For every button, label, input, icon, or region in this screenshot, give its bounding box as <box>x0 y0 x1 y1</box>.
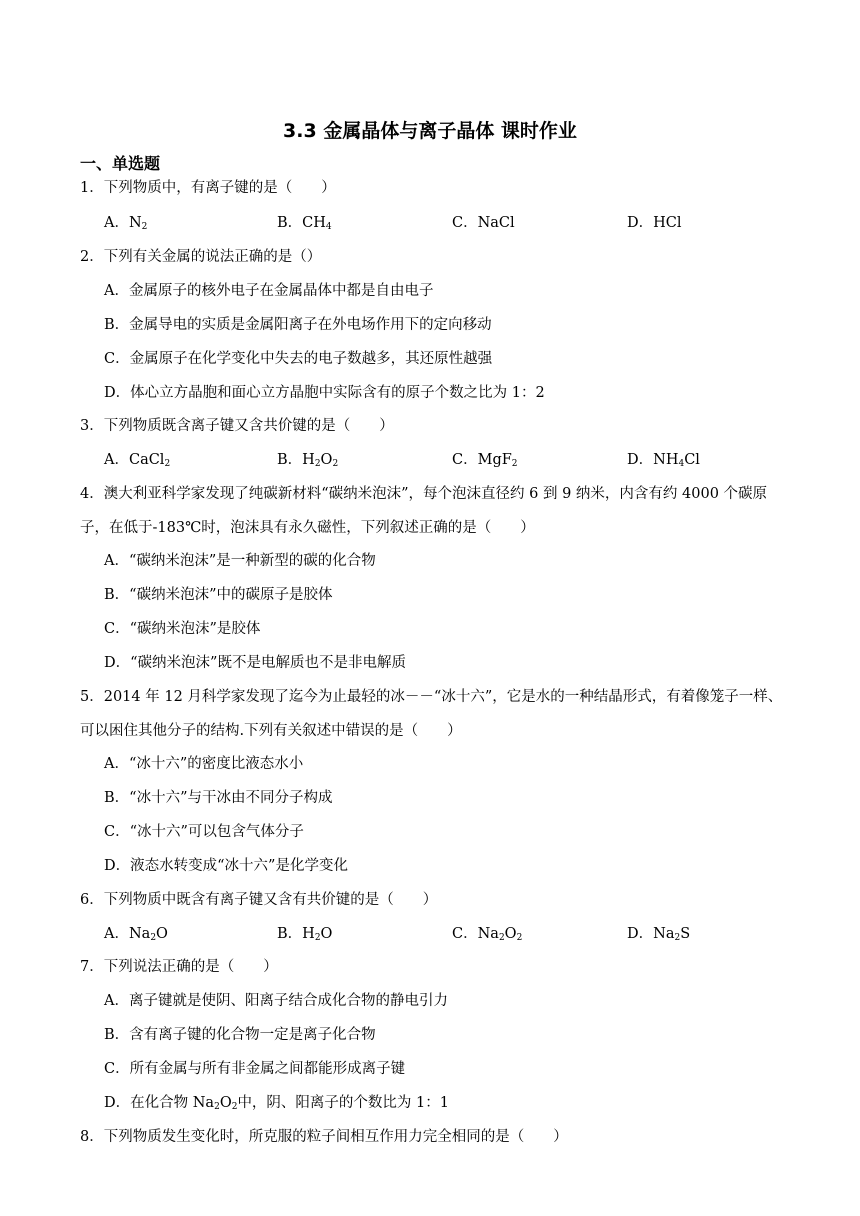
question-7-option-b: B．含有离子键的化合物一定是离子化合物 <box>104 1027 376 1043</box>
section-heading: 一、单选题 <box>80 154 161 173</box>
question-3-option-a: A．CaCl$_2$ <box>104 452 171 469</box>
document-title: 3.3 金属晶体与离子晶体 课时作业 <box>283 120 577 142</box>
question-6-option-b: B．$H_2O$ <box>277 926 333 943</box>
question-5-option-c: C．“冰十六”可以包含气体分子 <box>104 824 304 840</box>
question-1-option-c: C．NaCl <box>452 215 515 231</box>
question-7-option-c: C．所有金属与所有非金属之间都能形成离子键 <box>104 1061 406 1077</box>
question-6-option-c: C．$Na_2O_2$ <box>452 926 523 943</box>
question-3-stem: 3．下列物质既含离子键又含共价键的是（ ） <box>80 418 394 434</box>
question-4-option-b: B．“碳纳米泡沫”中的碳原子是胶体 <box>104 587 333 603</box>
question-5-option-d: D．液态水转变成“冰十六”是化学变化 <box>104 858 348 874</box>
question-2-option-b: B．金属导电的实质是金属阳离子在外电场作用下的定向移动 <box>104 317 492 333</box>
question-4-stem-line-1: 4．澳大利亚科学家发现了纯碳新材料“碳纳米泡沫”，每个泡沫直径约 6 到 9 纳米，内含有约 4000 个碳原 <box>80 486 768 502</box>
question-7-stem: 7．下列说法正确的是（ ） <box>80 959 278 975</box>
question-1-option-d: D．HCl <box>627 215 682 231</box>
question-1-option-b: B．$CH_4$ <box>277 215 332 232</box>
question-7-option-d: D．在化合物 $Na_2O_2$中，阴、阳离子的个数比为 1：1 <box>104 1095 449 1112</box>
question-6-stem: 6．下列物质中既含有离子键又含有共价键的是（ ） <box>80 892 438 908</box>
question-6-option-d: D．$Na_2S$ <box>627 926 691 943</box>
question-5-option-b: B．“冰十六”与干冰由不同分子构成 <box>104 790 333 806</box>
question-1-option-a: A．$N_2$ <box>104 215 148 232</box>
question-3-option-d: D．$NH_4Cl$ <box>627 452 700 469</box>
question-4-option-a: A．“碳纳米泡沫”是一种新型的碳的化合物 <box>104 553 376 569</box>
question-6-option-a: A．$Na_2O$ <box>104 926 168 943</box>
question-3-option-b: B．$H_2O_2$ <box>277 452 339 469</box>
question-4-option-d: D．“碳纳米泡沫”既不是电解质也不是非电解质 <box>104 655 406 671</box>
question-7-option-a: A．离子键就是使阴、阳离子结合成化合物的静电引力 <box>104 993 448 1009</box>
question-2-option-c: C．金属原子在化学变化中失去的电子数越多，其还原性越强 <box>104 351 493 367</box>
question-4-option-c: C．“碳纳米泡沫”是胶体 <box>104 621 261 637</box>
question-8-stem: 8．下列物质发生变化时，所克服的粒子间相互作用力完全相同的是（ ） <box>80 1129 568 1145</box>
question-4-stem-line-2: 子，在低于-183℃时，泡沫具有永久磁性，下列叙述正确的是（ ） <box>80 520 535 536</box>
question-2-option-d: D．体心立方晶胞和面心立方晶胞中实际含有的原子个数之比为 1：2 <box>104 385 545 401</box>
question-2-option-a: A．金属原子的核外电子在金属晶体中都是自由电子 <box>104 283 434 299</box>
question-5-stem-line-2: 可以困住其他分子的结构.下列有关叙述中错误的是（ ） <box>80 723 462 739</box>
question-5-option-a: A．“冰十六”的密度比液态水小 <box>104 756 304 772</box>
question-3-option-c: C．MgF$_2$ <box>452 452 518 469</box>
question-5-stem-line-1: 5．2014 年 12 月科学家发现了迄今为止最轻的冰－－“冰十六”，它是水的一种结晶形式，有着像笼子一样、 <box>80 689 783 705</box>
question-1-stem: 1．下列物质中，有离子键的是（ ） <box>80 180 336 196</box>
question-2-stem: 2．下列有关金属的说法正确的是（） <box>80 249 322 265</box>
